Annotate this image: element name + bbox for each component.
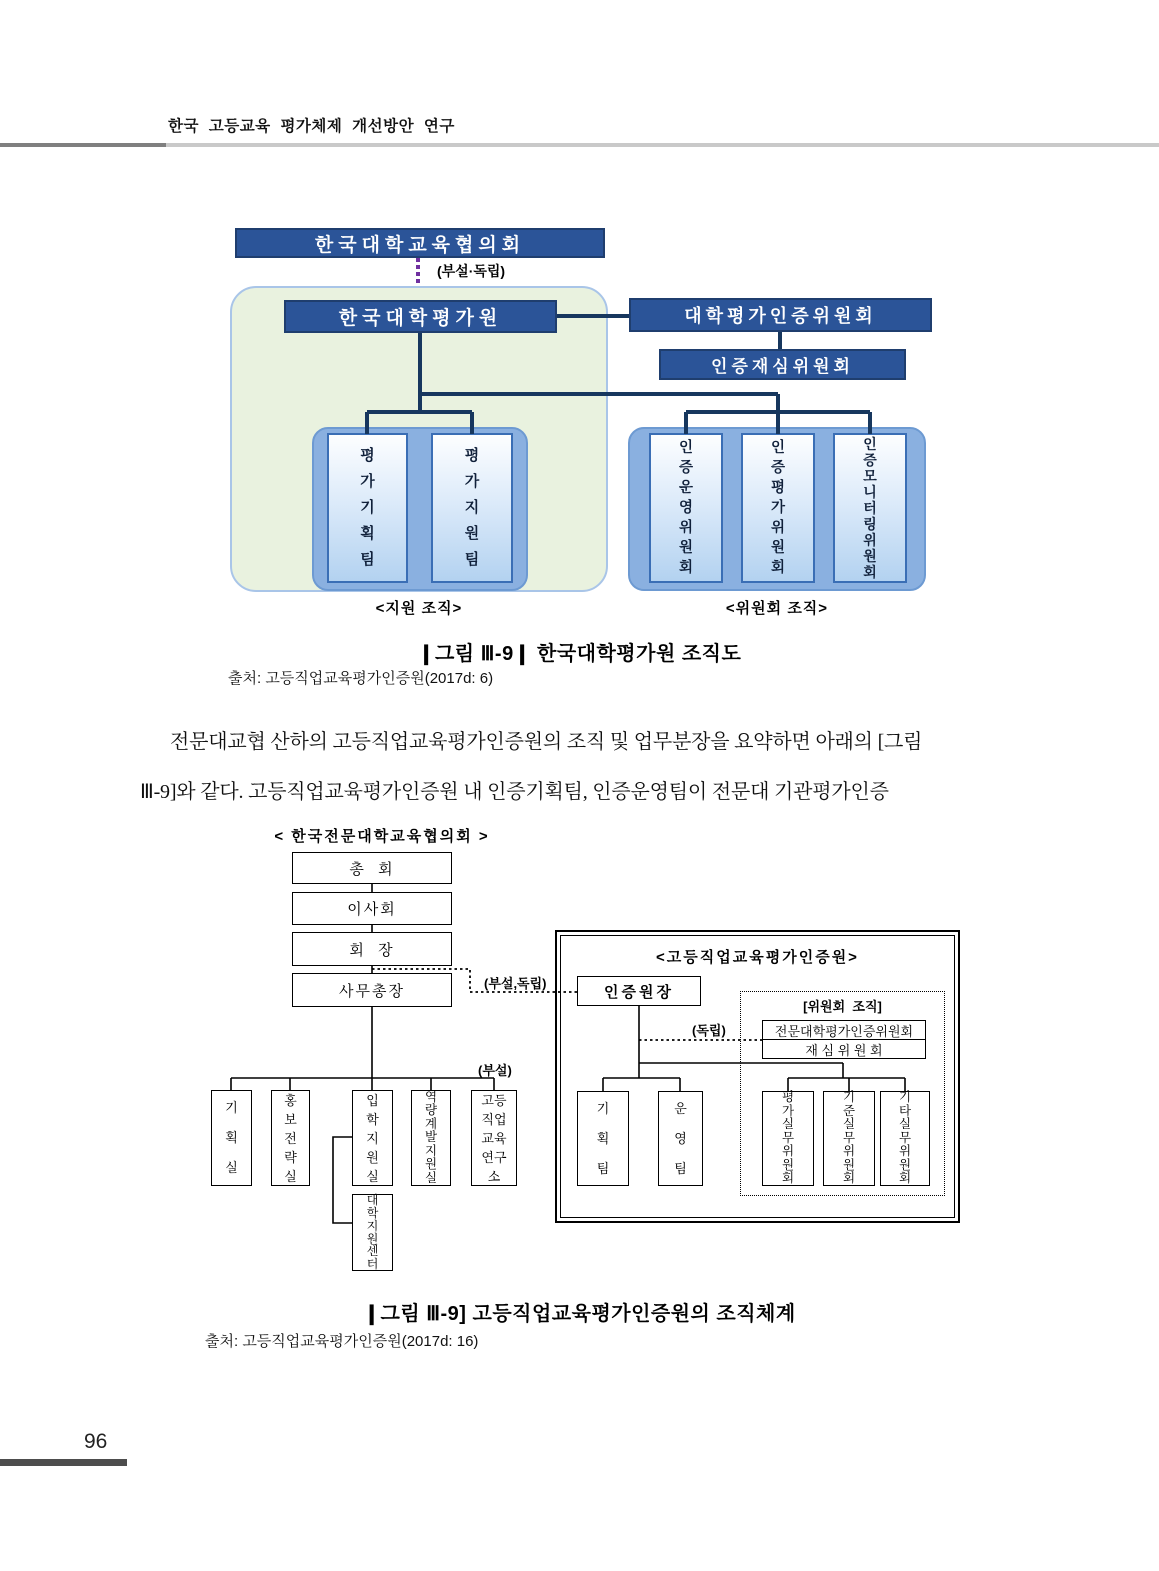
accreditation-operation-committee-label: 인증운영위원회: [678, 440, 693, 576]
admission-support-office-label: 입학지원실: [366, 1092, 379, 1184]
evaluation-institute-box: 한국대학평가원: [284, 300, 557, 333]
accreditation-monitoring-committee-label: 인증모니터링위원회: [863, 436, 877, 580]
paragraph-line-1: 전문대교협 산하의 고등직업교육평가인증원의 조직 및 업무분장을 요약하면 아래의 [그림: [170, 731, 923, 753]
accreditation-center-title: <고등직업교육평가인증원>: [656, 949, 859, 966]
operations-team-box: [658, 1091, 703, 1186]
figure1-source: 출처: 고등직업교육평가인증원(2017d: 6): [228, 670, 494, 687]
planning-office-label: 기획실: [225, 1100, 238, 1175]
planning-team-box: [577, 1091, 629, 1186]
evaluation-planning-team-label: 평가기획팀: [360, 447, 375, 568]
committee-org-group-label: <위원회 조직>: [725, 600, 829, 617]
footer-bar: [0, 1459, 127, 1466]
running-header: 한국 고등교육 평가체제 개선방안 연구: [168, 118, 455, 135]
annex-independent-label: (부설·독립): [437, 263, 506, 279]
univ-support-center-label: 대학지원센터: [366, 1193, 379, 1272]
page-number: 96: [84, 1430, 108, 1453]
secretary-general-box: 사무총장: [292, 973, 452, 1007]
kcue-box: 한국대학교육협의회: [235, 228, 605, 258]
accreditation-evaluation-committee-label: 인증평가위원회: [770, 440, 785, 576]
committee-org-region-label: [위원회 조직]: [803, 999, 882, 1014]
figure1-connectors: [230, 220, 940, 620]
figure2-source: 출처: 고등직업교육평가인증원(2017d: 16): [205, 1333, 479, 1350]
support-org-group-label: <지원 조직>: [375, 600, 463, 617]
planning-office-box: [211, 1090, 252, 1186]
standards-working-committee-box: [823, 1091, 875, 1186]
planning-team-label: 기획팀: [596, 1100, 610, 1176]
evaluation-support-team-label: 평가지원팀: [464, 447, 480, 568]
pr-strategy-office-label: 홍보전략실: [284, 1092, 297, 1184]
annex-independent-label-2: (부설,독립): [484, 976, 547, 991]
other-working-committee-label: 기타실무위원회: [898, 1090, 912, 1186]
standards-working-committee-label: 기준실무위원회: [842, 1090, 856, 1186]
header-rule-dark-segment: [0, 143, 166, 147]
board-of-directors-box: 이사회: [292, 892, 452, 925]
pr-strategy-office-box: [271, 1090, 310, 1186]
admission-support-office-box: [352, 1090, 393, 1186]
chairman-box: 회 장: [292, 932, 452, 966]
independent-label: (독립): [692, 1023, 726, 1038]
figure1-caption: ❙그림 Ⅲ-9❙ 한국대학평가원 조직도: [417, 643, 742, 665]
college-accreditation-committee-box: 전문대학평가인증위원회: [763, 1021, 925, 1040]
hve-research-institute-label: 고등직업교육연구소: [481, 1092, 507, 1184]
paragraph-line-2: Ⅲ-9]와 같다. 고등직업교육평가인증원 내 인증기획팀, 인증운영팀이 전문대 기관평가인증: [140, 781, 889, 803]
accreditation-committee-box: 대학평가인증위원회: [629, 298, 932, 332]
univ-support-center-box: [352, 1194, 393, 1271]
accreditation-committees-stack: [762, 1020, 926, 1059]
general-assembly-box: 총 회: [292, 852, 452, 884]
other-working-committee-box: [880, 1091, 930, 1186]
association-title: < 한국전문대학교육협의회 >: [274, 828, 490, 845]
figure2-caption: ❙그림 Ⅲ-9] 고등직업교육평가인증원의 조직체계: [363, 1303, 796, 1325]
hve-research-institute-box: [471, 1090, 517, 1186]
competency-dev-office-box: [411, 1090, 451, 1186]
appeal-committee-box-2: 재 심 위 원 회: [805, 1042, 883, 1058]
figure1-org-chart: [230, 220, 940, 620]
appeal-committee-box: 인증재심위원회: [659, 349, 906, 380]
figure2-org-chart: [190, 820, 970, 1280]
annex-label: (부설): [478, 1063, 512, 1078]
operations-team-label: 운영팀: [674, 1100, 687, 1176]
header-rule-light-segment: [166, 143, 1159, 147]
evaluation-working-committee-box: [762, 1091, 814, 1186]
accreditation-president-box: 인증원장: [577, 976, 701, 1006]
evaluation-working-committee-label: 평가실무위원회: [781, 1090, 795, 1186]
competency-dev-office-label: 역량계발지원실: [424, 1089, 438, 1185]
